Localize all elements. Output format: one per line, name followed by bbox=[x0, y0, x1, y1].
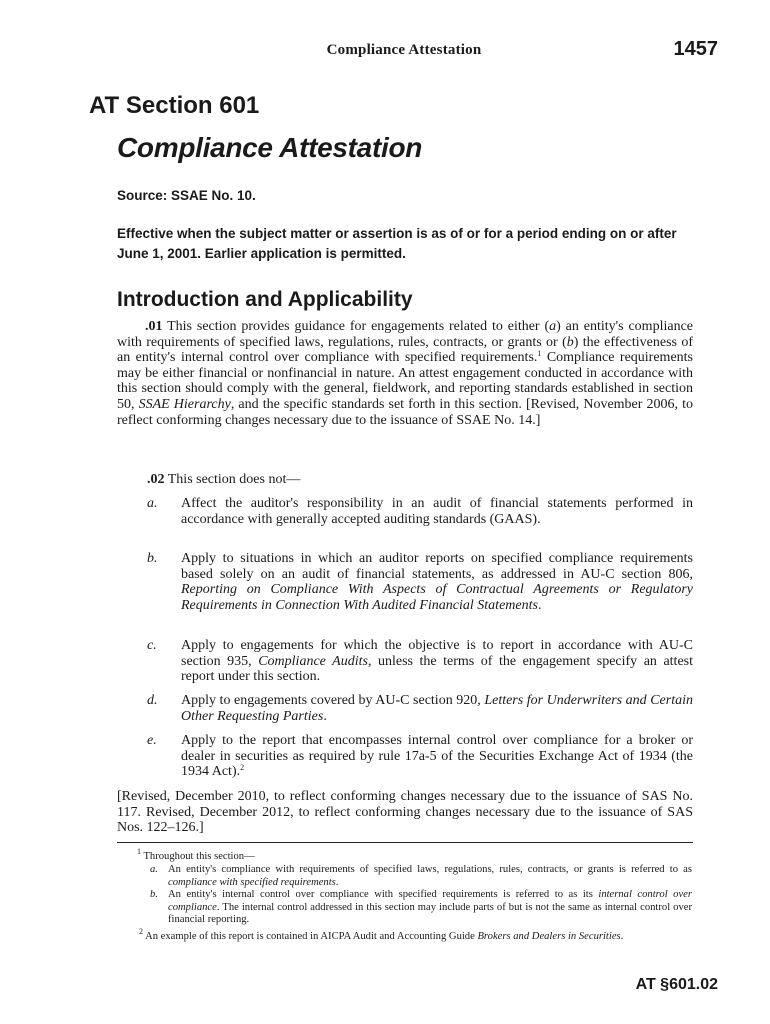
footnote-1-item-a bbox=[150, 864, 692, 889]
paragraph-text: This section provides guidance for engagements related to either ( bbox=[162, 319, 550, 334]
footnote-text: Throughout this section— bbox=[141, 851, 255, 862]
footnote-letter: b. bbox=[150, 889, 158, 900]
footnote-italic: internal control over compliance bbox=[168, 889, 692, 913]
paragraph-text: This section does not— bbox=[164, 472, 301, 487]
footnote-body bbox=[168, 889, 692, 927]
list-text-body: Apply to the report that encompasses internal control over compliance for a broker or dealer in securities as required by rule 17a-5 of the Securities Exchange Act of 1934 (the 1934 Act). bbox=[181, 733, 693, 780]
footnote-tail: . bbox=[335, 876, 339, 888]
paragraph-text: ) the effectiveness of an entity's internal control over compliance with specified requirements. bbox=[117, 334, 693, 366]
list-letter: e. bbox=[147, 733, 157, 748]
effective-date-note: Effective when the subject matter or assertion is as of or for a period ending on or after June 1, 2001. Earlier application is permitted. bbox=[117, 226, 677, 261]
list-text-body: Apply to engagements covered by AU-C section 920, bbox=[181, 693, 485, 708]
footnote-tail: . The internal control addressed in this section may include parts of but is not the same as internal control over financial reporting. bbox=[168, 901, 692, 926]
list-text bbox=[181, 693, 693, 724]
footnote-letter: a. bbox=[150, 864, 158, 875]
list-letter: d. bbox=[147, 693, 158, 708]
list-text-tail: . bbox=[537, 597, 542, 613]
list-text bbox=[181, 551, 693, 613]
footnote-2 bbox=[117, 927, 693, 944]
paragraph-02 bbox=[147, 472, 300, 488]
list-text-body: Apply to situations in which an auditor reports on specified compliance requirements based solely on an audit of financial statements, as addressed in AU-C section 806, bbox=[181, 551, 693, 582]
list-italic-ref: Compliance Audits bbox=[258, 653, 368, 669]
footer-section-reference: AT §601.02 bbox=[635, 976, 718, 993]
footnote-ref-2: 2 bbox=[240, 763, 245, 773]
section-label: AT Section 601 bbox=[89, 92, 260, 119]
paragraph-number: .02 bbox=[147, 472, 165, 487]
footnote-divider bbox=[117, 842, 693, 843]
paragraph-enum-a: a bbox=[549, 319, 557, 334]
list-text-tail: . bbox=[323, 708, 327, 724]
paragraph-number: .01 bbox=[145, 319, 163, 334]
footnote-body bbox=[168, 864, 692, 889]
footnote-text: An example of this report is contained in AICPA Audit and Accounting Guide bbox=[143, 931, 478, 942]
list-text bbox=[181, 638, 693, 685]
list-letter: c. bbox=[147, 638, 157, 653]
footnote-text: An entity's compliance with requirements of specified laws, regulations, rules, contracts, or grants is referred to as bbox=[168, 864, 692, 875]
footnote-italic: Brokers and Dealers in Securities bbox=[477, 931, 621, 942]
revision-note: [Revised, December 2010, to reflect conforming changes necessary due to the issuance of SAS No. 117. Revised, December 2012, to reflect conforming changes necessary due to the issuance of SAS Nos. 122–126.] bbox=[117, 789, 693, 836]
list-text-tail: , unless the terms of the engagement specify an attest report under this section. bbox=[181, 653, 694, 685]
list-text bbox=[181, 496, 693, 527]
paragraph-text: ) an entity's compliance with requirements of specified laws, regulations, rules, contracts, or grants or ( bbox=[117, 319, 693, 350]
paragraph-text: , and the specific standards set forth in this section. [Revised, November 2006, to reflect conforming changes necessary due to the issuance of SSAE No. 14.] bbox=[117, 396, 693, 428]
running-header-title: Compliance Attestation bbox=[326, 42, 482, 58]
footnote-text: An entity's internal control over compliance with specified requirements is referred to as its bbox=[168, 889, 599, 900]
source-line: Source: SSAE No. 10. bbox=[117, 188, 256, 203]
page-number: 1457 bbox=[673, 38, 718, 60]
introduction-heading: Introduction and Applicability bbox=[117, 288, 413, 311]
paragraph-01 bbox=[117, 319, 693, 428]
list-letter: a. bbox=[147, 496, 158, 511]
section-title: Compliance Attestation bbox=[117, 132, 423, 163]
footnote-mark: 2 bbox=[139, 927, 143, 936]
list-text-body: Apply to engagements for which the objective is to report in accordance with AU-C section 935, bbox=[181, 638, 693, 669]
paragraph-italic-ref: SSAE Hierarchy bbox=[138, 396, 231, 412]
list-italic-ref: Letters for Underwriters and Certain Other Requesting Parties bbox=[181, 693, 693, 724]
list-letter: b. bbox=[147, 551, 158, 566]
list-italic-ref: Reporting on Compliance With Aspects of Contractual Agreements or Regulatory Requirements in Connection With Audited Financial Statements bbox=[181, 582, 693, 613]
list-text bbox=[181, 733, 693, 780]
footnote-mark: 1 bbox=[137, 847, 141, 856]
footnote-1-item-b bbox=[150, 889, 692, 927]
paragraph-text: Compliance requirements may be either financial or nonfinancial in nature. An attest engagement conducted in accordance with this section should comply with the general, fieldwork, and reporting standards established in section 50, bbox=[117, 350, 693, 412]
list-text-body: Affect the auditor's responsibility in an audit of financial statements performed in accordance with generally accepted auditing standards (GAAS). bbox=[181, 496, 693, 527]
footnote-tail: . bbox=[620, 931, 624, 942]
paragraph-enum-b: b bbox=[566, 334, 574, 350]
footnote-1 bbox=[137, 847, 255, 864]
footnote-italic: compliance with specified requirements bbox=[168, 876, 336, 888]
footnote-ref-1: 1 bbox=[537, 349, 542, 359]
